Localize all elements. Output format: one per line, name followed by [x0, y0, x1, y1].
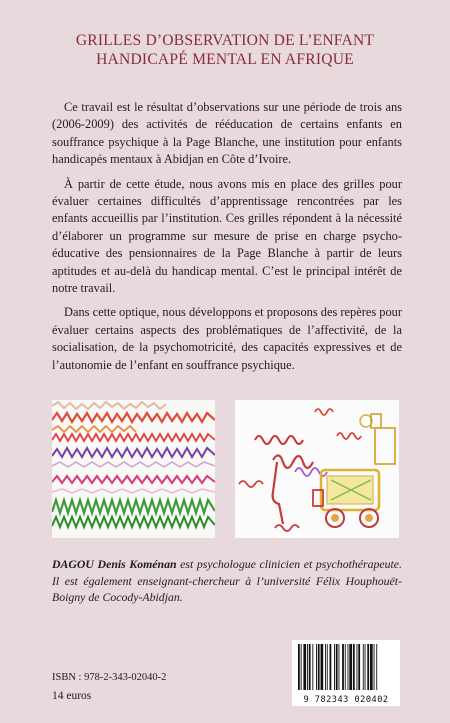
barcode: [292, 640, 400, 706]
author-name: DAGOU Denis Koménan: [52, 557, 177, 571]
author-bio: [52, 556, 402, 606]
children-drawing-car-photo: [235, 400, 399, 538]
children-drawing-zigzags-photo: [52, 400, 215, 538]
title-line-1: GRILLES D’OBSERVATION DE L’ENFANT: [75, 32, 375, 49]
summary-paragraph-1: Ce travail est le résultat d’observations sur une période de trois ans (2006-2009) des activités de rééducation de certains enfants en souffrance psychique à la Page Blanche, une institution pour enfants handicapés mentaux à Abidjan en Côte d’Ivoire.: [52, 100, 402, 167]
summary-paragraph-3: Dans cette optique, nous développons et proposons des repères pour évaluer certains aspects des problématiques de l’affectivité, de la socialisation, de la psychomotricité, des capacités expressives et de l’autonomie de l’enfant en souffrance psychique.: [52, 305, 402, 372]
title-line-2: HANDICAPÉ MENTAL EN AFRIQUE: [96, 51, 354, 68]
book-title: [30, 31, 420, 69]
isbn-number: ISBN : 978-2-343-02040-2: [52, 672, 167, 683]
barcode-digits: 9 782343 020402: [303, 695, 389, 705]
author-description: est psychologue clinicien et psychothérapeute. Il est également enseignant-chercheur à l’université Félix Houphouët-Boigny de Cocody-Abidjan.: [52, 557, 402, 604]
back-cover-summary: [52, 99, 402, 381]
barcode-bars: [292, 640, 400, 692]
book-price: 14 euros: [52, 690, 92, 702]
summary-paragraph-2: À partir de cette étude, nous avons mis en place des grilles pour évaluer certaines difficultés d’apprentissage rencontrées par les enfants accueillis par l’institution. Ces grilles répondent à la nécessité d’élaborer un programme sur mesure de prise en charge psycho-éducative des pensionnaires de la Page Blanche à partir de leurs aptitudes et au-delà du handicap mental. C’est le principal intérêt de notre travail.: [52, 176, 402, 296]
